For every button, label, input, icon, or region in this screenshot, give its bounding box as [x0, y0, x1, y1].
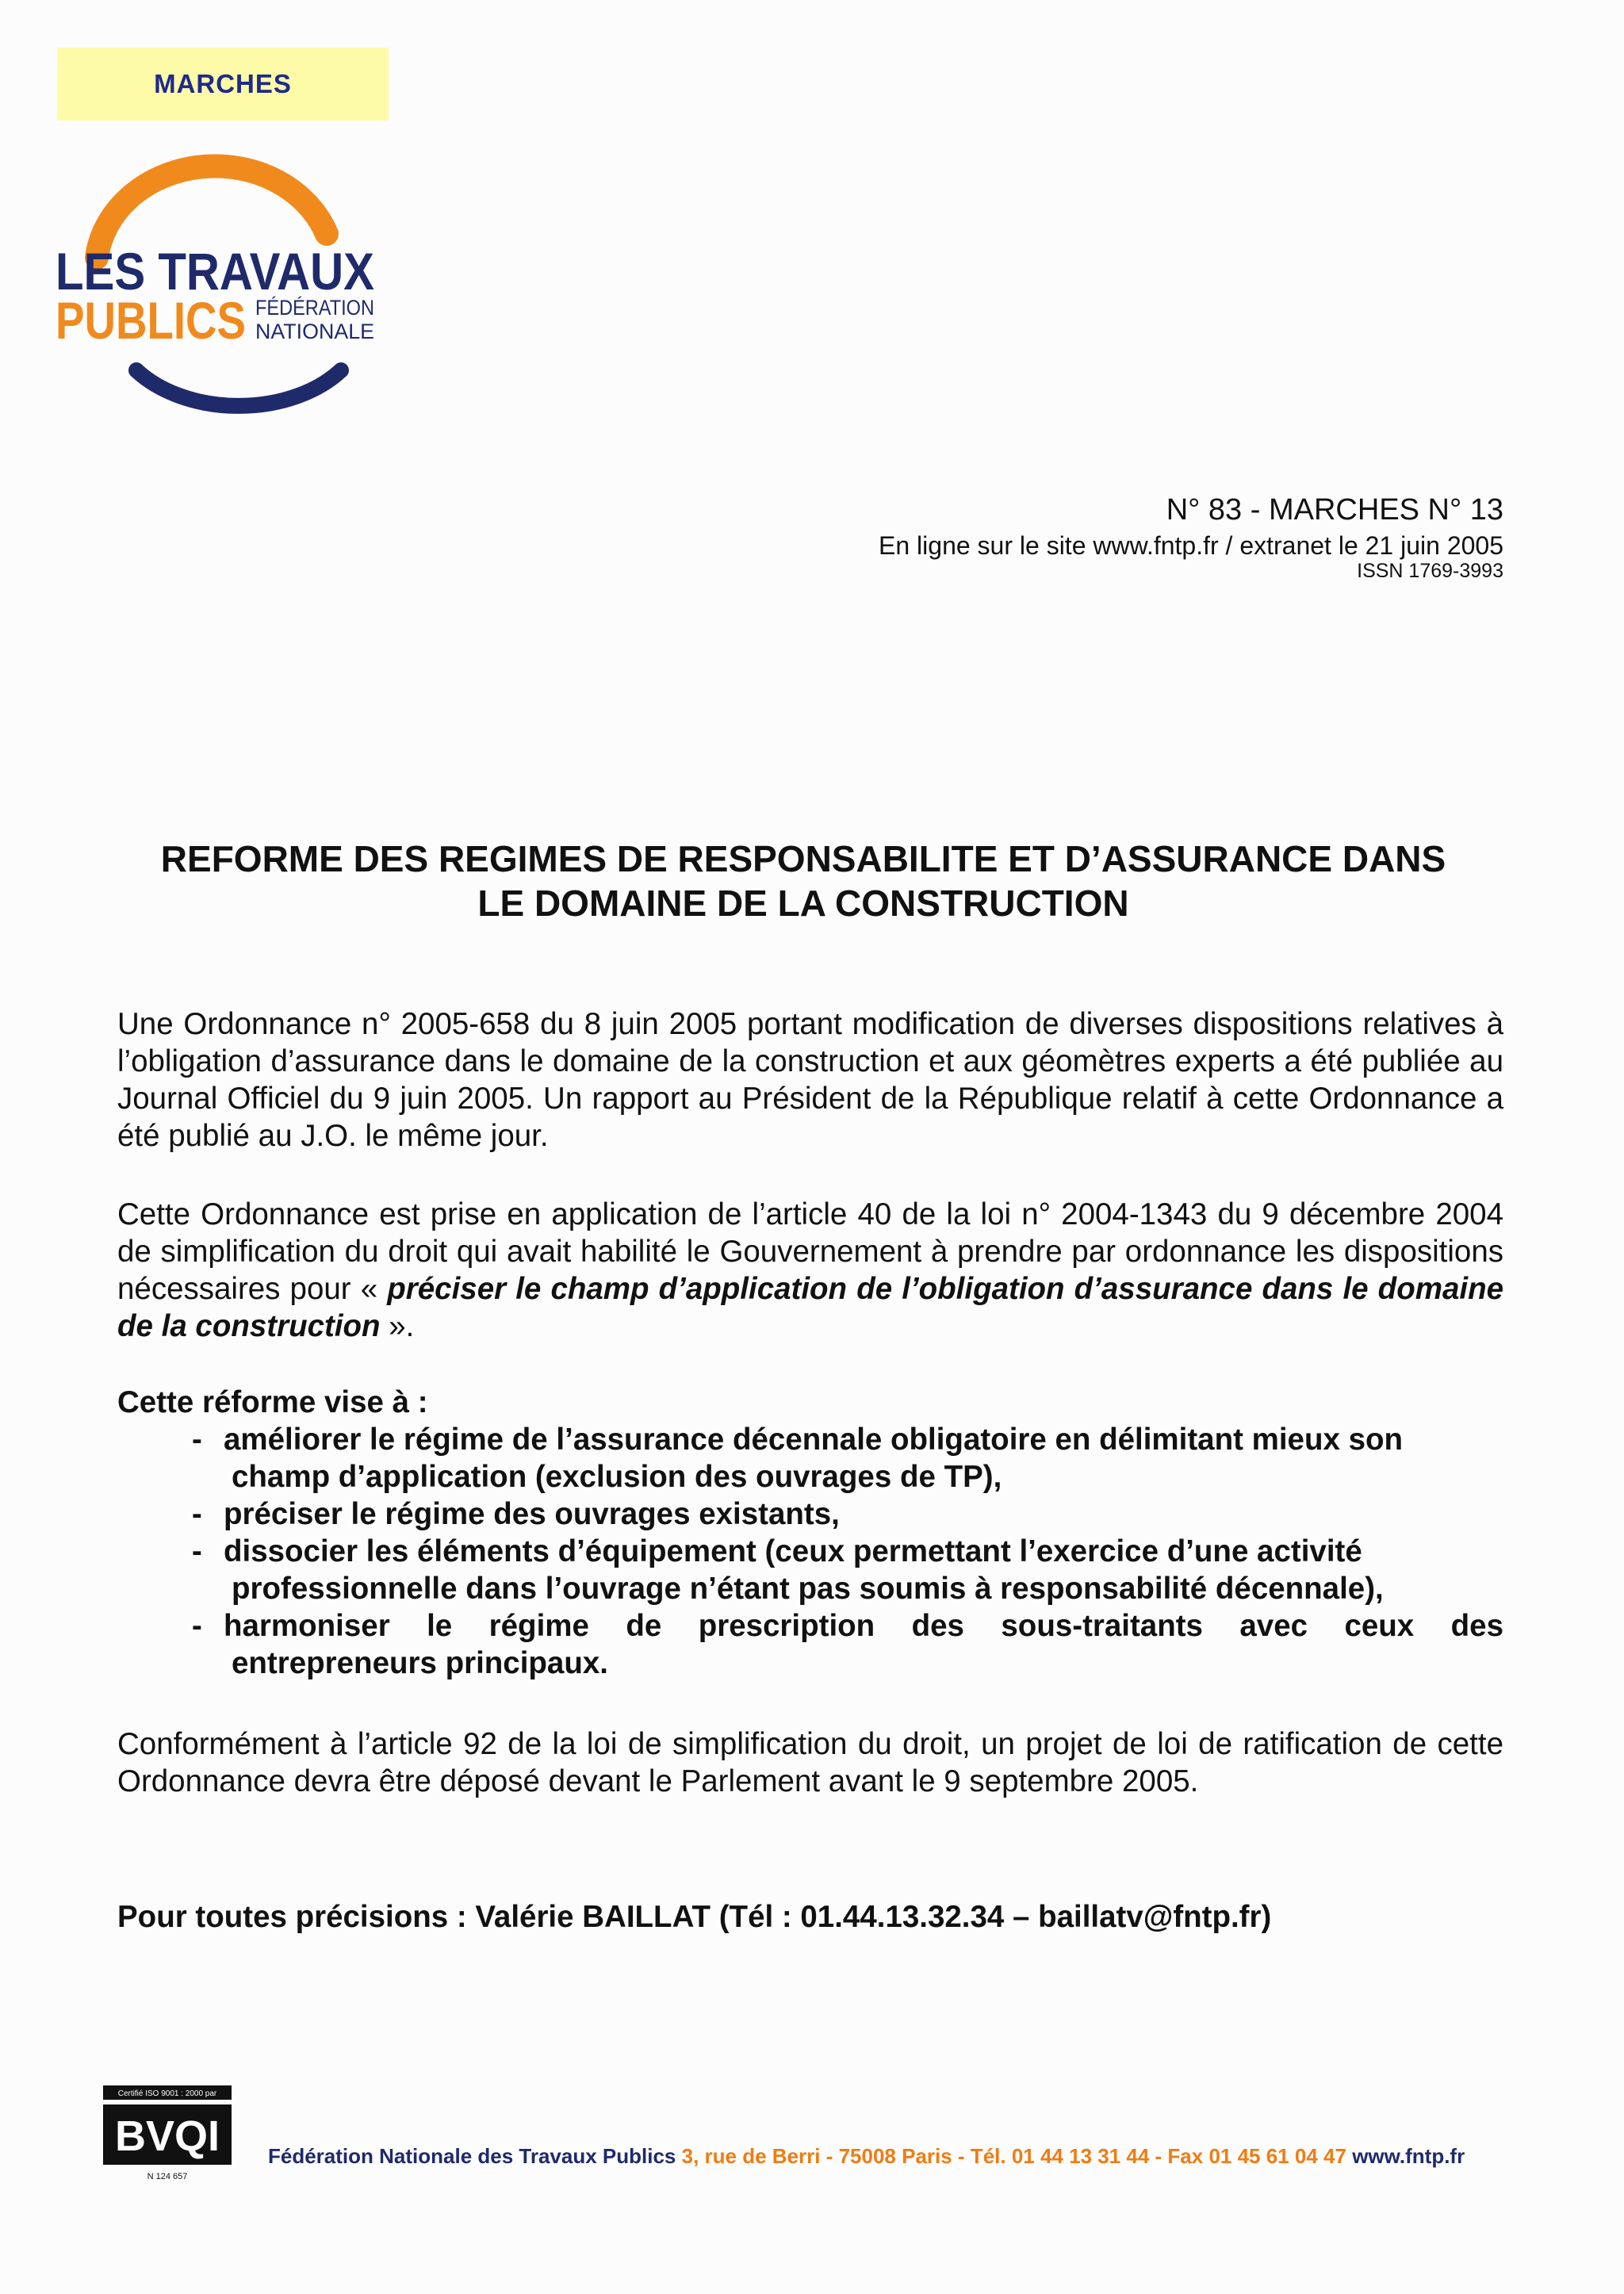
paragraph-ratification: Conformément à l’article 92 de la loi de simplification du droit, un projet de loi de ratification de cette Ordonnance devra être déposé devant le Parlement avant le 9 septembre 2005. — [117, 1727, 1503, 1798]
bvqi-certification-logo — [103, 2085, 232, 2184]
p2-end: ». — [380, 1309, 415, 1343]
logo-sub2: NATIONALE — [255, 320, 374, 343]
paragraph-application — [117, 1196, 1503, 1345]
p2-quote: préciser le champ d’application de l’obligation d’assurance dans le domaine de la construction — [117, 1272, 1503, 1343]
list-item-cont: champ d’application (exclusion des ouvrages de TP), — [232, 1460, 1002, 1494]
contact-line: Pour toutes précisions : Valérie BAILLAT (Tél : 01.44.13.32.34 – baillatv@fntp.fr) — [117, 1900, 1272, 1934]
reform-intro: Cette réforme vise à : — [117, 1385, 428, 1419]
section-badge-label: MARCHES — [154, 69, 292, 98]
title-line-1: REFORME DES REGIMES DE RESPONSABILITE ET D’ASSURANCE DANS — [160, 838, 1446, 879]
list-item: - préciser le régime des ouvrages existants, — [192, 1496, 1503, 1533]
list-item-first: harmoniser le régime de prescription des sous-traitants avec ceux des — [224, 1609, 1503, 1643]
list-item-first: préciser le régime des ouvrages existants, — [224, 1497, 840, 1531]
issue-number: N° 83 - MARCHES N° 13 — [1166, 493, 1503, 527]
footer-website: www.fntp.fr — [1352, 2144, 1465, 2168]
list-item-first: améliorer le régime de l’assurance décennale obligatoire en délimitant mieux son — [224, 1423, 1404, 1457]
bvqi-brand: BVQI — [115, 2112, 220, 2160]
online-info: En ligne sur le site www.fntp.fr / extranet le 21 juin 2005 — [879, 531, 1503, 560]
issn: ISSN 1769-3993 — [1357, 560, 1503, 582]
logo-navy-arc — [136, 370, 341, 406]
paragraph-ordonnance: Une Ordonnance n° 2005-658 du 8 juin 2005 portant modification de diverses dispositions relatives à l’obligation d’assurance dans le domaine de la construction et aux géomètres experts a été publiée au Journal Officiel du 9 juin 2005. Un rapport au Président de la République relatif à cette Ordonnance a été publié au J.O. le même jour. — [117, 1007, 1503, 1153]
section-badge — [57, 48, 389, 121]
fntp-logo — [48, 147, 389, 432]
list-item-cont: entrepreneurs principaux. — [232, 1646, 608, 1680]
footer-org: Fédération Nationale des Travaux Publics — [268, 2144, 676, 2168]
bvqi-top-text: Certifié ISO 9001 : 2000 par — [117, 2089, 217, 2098]
footer — [268, 2144, 1465, 2169]
logo-line1: LES TRAVAUX — [56, 242, 374, 301]
bvqi-number: N 124 657 — [147, 2172, 188, 2181]
reform-list — [117, 1421, 1503, 1682]
title-line-2: LE DOMAINE DE LA CONSTRUCTION — [477, 883, 1129, 924]
list-item: - harmoniser le régime de prescription des sous-traitants avec ceux des entrepreneurs principaux. — [192, 1609, 1503, 1680]
logo-line2: PUBLICS — [56, 291, 246, 350]
list-item: - améliorer le régime de l’assurance décennale obligatoire en délimitant mieux son champ d’application (exclusion des ouvrages de TP), — [192, 1421, 1503, 1496]
footer-address: 3, rue de Berri - 75008 Paris - Tél. 01 44 13 31 44 - Fax 01 45 61 04 47 — [681, 2144, 1346, 2168]
p2-start: Cette Ordonnance est prise en application de l’article 40 de la loi n° 2004-1343 du 9 décembre 2004 de simplification du droit qui avait habilité le Gouvernement à prendre par ordonnance les dispositions nécessaires pour « — [117, 1197, 1503, 1306]
list-item-cont: professionnelle dans l’ouvrage n’étant pas soumis à responsabilité décennale), — [232, 1572, 1384, 1606]
page-title — [103, 837, 1503, 925]
logo-sub1: FÉDÉRATION — [255, 296, 374, 320]
reform-goals — [117, 1384, 1503, 1682]
list-item: - dissocier les éléments d’équipement (ceux permettant l’exercice d’une activité professionnelle dans l’ouvrage n’étant pas soumis à responsabilité décennale), — [192, 1533, 1503, 1607]
list-item-first: dissocier les éléments d’équipement (ceux permettant l’exercice d’une activité — [224, 1534, 1362, 1568]
